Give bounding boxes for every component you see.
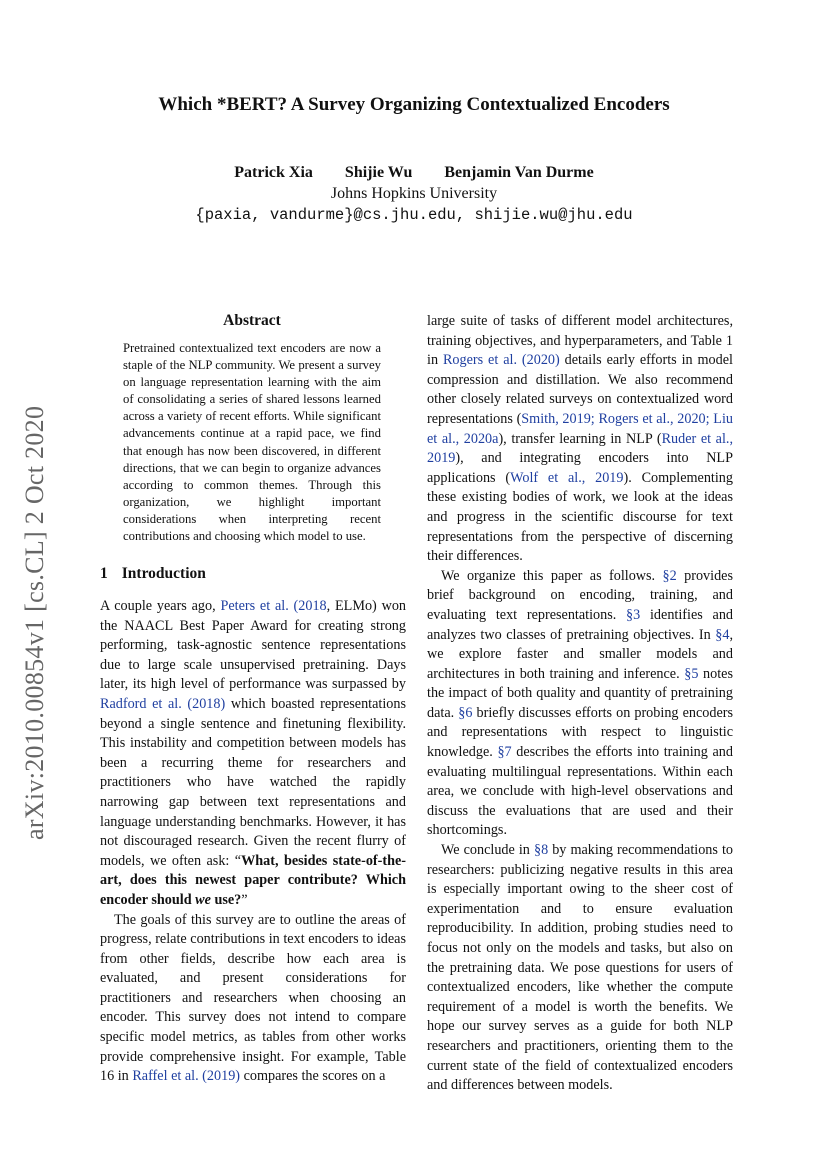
- text-run: ), and integrating encoders into NLP applications (: [427, 450, 733, 486]
- author-name: Shijie Wu: [344, 164, 413, 181]
- text-run: large suite of tasks of different model architectures, training objectives, and hyperparameters, and Table 1 in: [427, 313, 733, 369]
- citation-link[interactable]: Ruder et al., 2019: [427, 430, 734, 467]
- bold-question-end: use?: [210, 891, 242, 908]
- author-name: Benjamin Van Durme: [444, 164, 594, 181]
- paper-title: Which *BERT? A Survey Organizing Contextualized Encoders: [158, 94, 670, 115]
- text-run: details early efforts in model compression and distillation. We also recommend other closely related surveys on contextualized word representations (: [427, 352, 733, 427]
- text-run: by making recommendations to researchers: publicizing negative results in this area is especially important owing to the sheer cost of experimentation and to ensure evaluation reproducibility. In addition, probing studies need to focus not only on the models and tasks, but also on the pretraining data. We pose questions for users of contextualized encoders, like whether the compute requirement of a model is worth the benefits. We hope our survey serves as a guide for both NLP researchers and practitioners, orienting them to the current state of the field of contextualized encoders and differences between models.: [427, 842, 734, 1094]
- arxiv-stamp: arXiv:2010.00854v1 [cs.CL] 2 Oct 2020: [20, 405, 49, 840]
- text-run: identifies and analyzes two classes of pretraining objectives. In: [427, 606, 734, 643]
- paragraph: [100, 597, 406, 911]
- citation-link[interactable]: Raffel et al. (2019): [132, 1068, 241, 1085]
- section-ref-link[interactable]: §5: [684, 665, 699, 682]
- section-number: 1: [100, 565, 108, 582]
- author-emails: {paxia, vandurme}@cs.jhu.edu, shijie.wu@jhu.edu: [195, 206, 633, 224]
- section-ref-link[interactable]: §3: [626, 606, 641, 623]
- section-ref-link[interactable]: §6: [458, 704, 473, 721]
- section-ref-link[interactable]: §4: [715, 626, 730, 643]
- section-ref-link[interactable]: §7: [497, 744, 512, 761]
- text-run: briefly discusses efforts on probing encoders and representations with respect to linguistic knowledge.: [427, 704, 733, 761]
- text-run: notes the impact of both quality and quantity of pretraining data.: [427, 665, 734, 721]
- paragraph: [427, 312, 733, 567]
- section-heading: [100, 565, 206, 583]
- citation-link[interactable]: Peters et al. (2018: [220, 598, 327, 614]
- author-list: [0, 164, 828, 182]
- citation-link[interactable]: Wolf et al., 2019: [510, 469, 624, 486]
- left-column: [100, 597, 406, 1087]
- section-ref-link[interactable]: §8: [533, 842, 549, 859]
- text-run: We conclude in: [441, 842, 534, 859]
- emphasis: we: [195, 891, 211, 908]
- text-run: provides brief background on encoding, training, and evaluating text representations.: [427, 567, 733, 623]
- section-ref-link[interactable]: §2: [662, 567, 677, 584]
- text-run: We organize this paper as follows.: [441, 567, 663, 584]
- section-title: Introduction: [121, 565, 206, 582]
- abstract-heading: Abstract: [223, 312, 281, 329]
- affiliation: Johns Hopkins University: [330, 185, 498, 202]
- paragraph: [427, 841, 733, 1096]
- paragraph: [100, 911, 406, 1087]
- text-run: compares the scores on a: [240, 1068, 386, 1085]
- text-run: , we explore faster and smaller models and architectures in both training and inference.: [427, 626, 733, 682]
- citation-link[interactable]: Rogers et al. (2020): [442, 352, 560, 369]
- bold-question: What, besides state-of-the-art, does this newest paper contribute? Which encoder should: [100, 852, 406, 908]
- author-name: Patrick Xia: [234, 164, 313, 181]
- citation-link[interactable]: Radford et al. (2018): [100, 695, 226, 712]
- text-run: describes the efforts into training and evaluating multilingual representations. Within each area, we conclude with high-level observations and discuss the evaluations that are used and their shortcomings.: [427, 744, 733, 839]
- right-column: [427, 312, 733, 1096]
- abstract-text: Pretrained contextualized text encoders are now a staple of the NLP community. We present a survey on language representation learning with the aim of consolidating a series of shared lessons learned across a variety of recent efforts. While significant advancements continue at a rapid pace, we find that enough has now been discovered, in different directions, that we can begin to organize advances according to common themes. Through this organization, we highlight important considerations when interpreting recent contributions and choosing which model to use.: [123, 341, 381, 544]
- text-run: The goals of this survey are to outline the areas of progress, relate contributions in text encoders to ideas from other fields, describe how each area is evaluated, and present considerations for practitioners and researchers when choosing an encoder. This survey does not intend to compare specific model metrics, as tables from other works provide comprehensive insight. For example, Table 16 in: [100, 911, 406, 1085]
- text-run: , ELMo) won the NAACL Best Paper Award for creating strong performing, task-agnostic sentence representations due to large scale unsupervised pretraining. Days later, its high level of performance was surpassed by: [100, 598, 407, 693]
- text-run: ). Complementing these existing bodies of work, we look at the ideas and progress in the scientific discourse for text representations from the perspective of discerning their differences.: [427, 469, 733, 565]
- text-run: A couple years ago,: [100, 598, 221, 614]
- citation-link[interactable]: Smith, 2019; Rogers et al., 2020; Liu et al., 2020a: [427, 410, 733, 447]
- text-run: ), transfer learning in NLP (: [498, 430, 662, 447]
- text-run: which boasted representations beyond a single sentence and finetuning flexibility. This instability and competition between models has been a recurring theme for researchers and practitioners who have watched the rapidly narrowing gap between text representations and language understanding benchmarks. However, it has not discouraged research. Given the recent flurry of models, we often ask: “: [100, 695, 407, 869]
- paragraph: [427, 567, 733, 841]
- text-run: ”: [241, 891, 248, 908]
